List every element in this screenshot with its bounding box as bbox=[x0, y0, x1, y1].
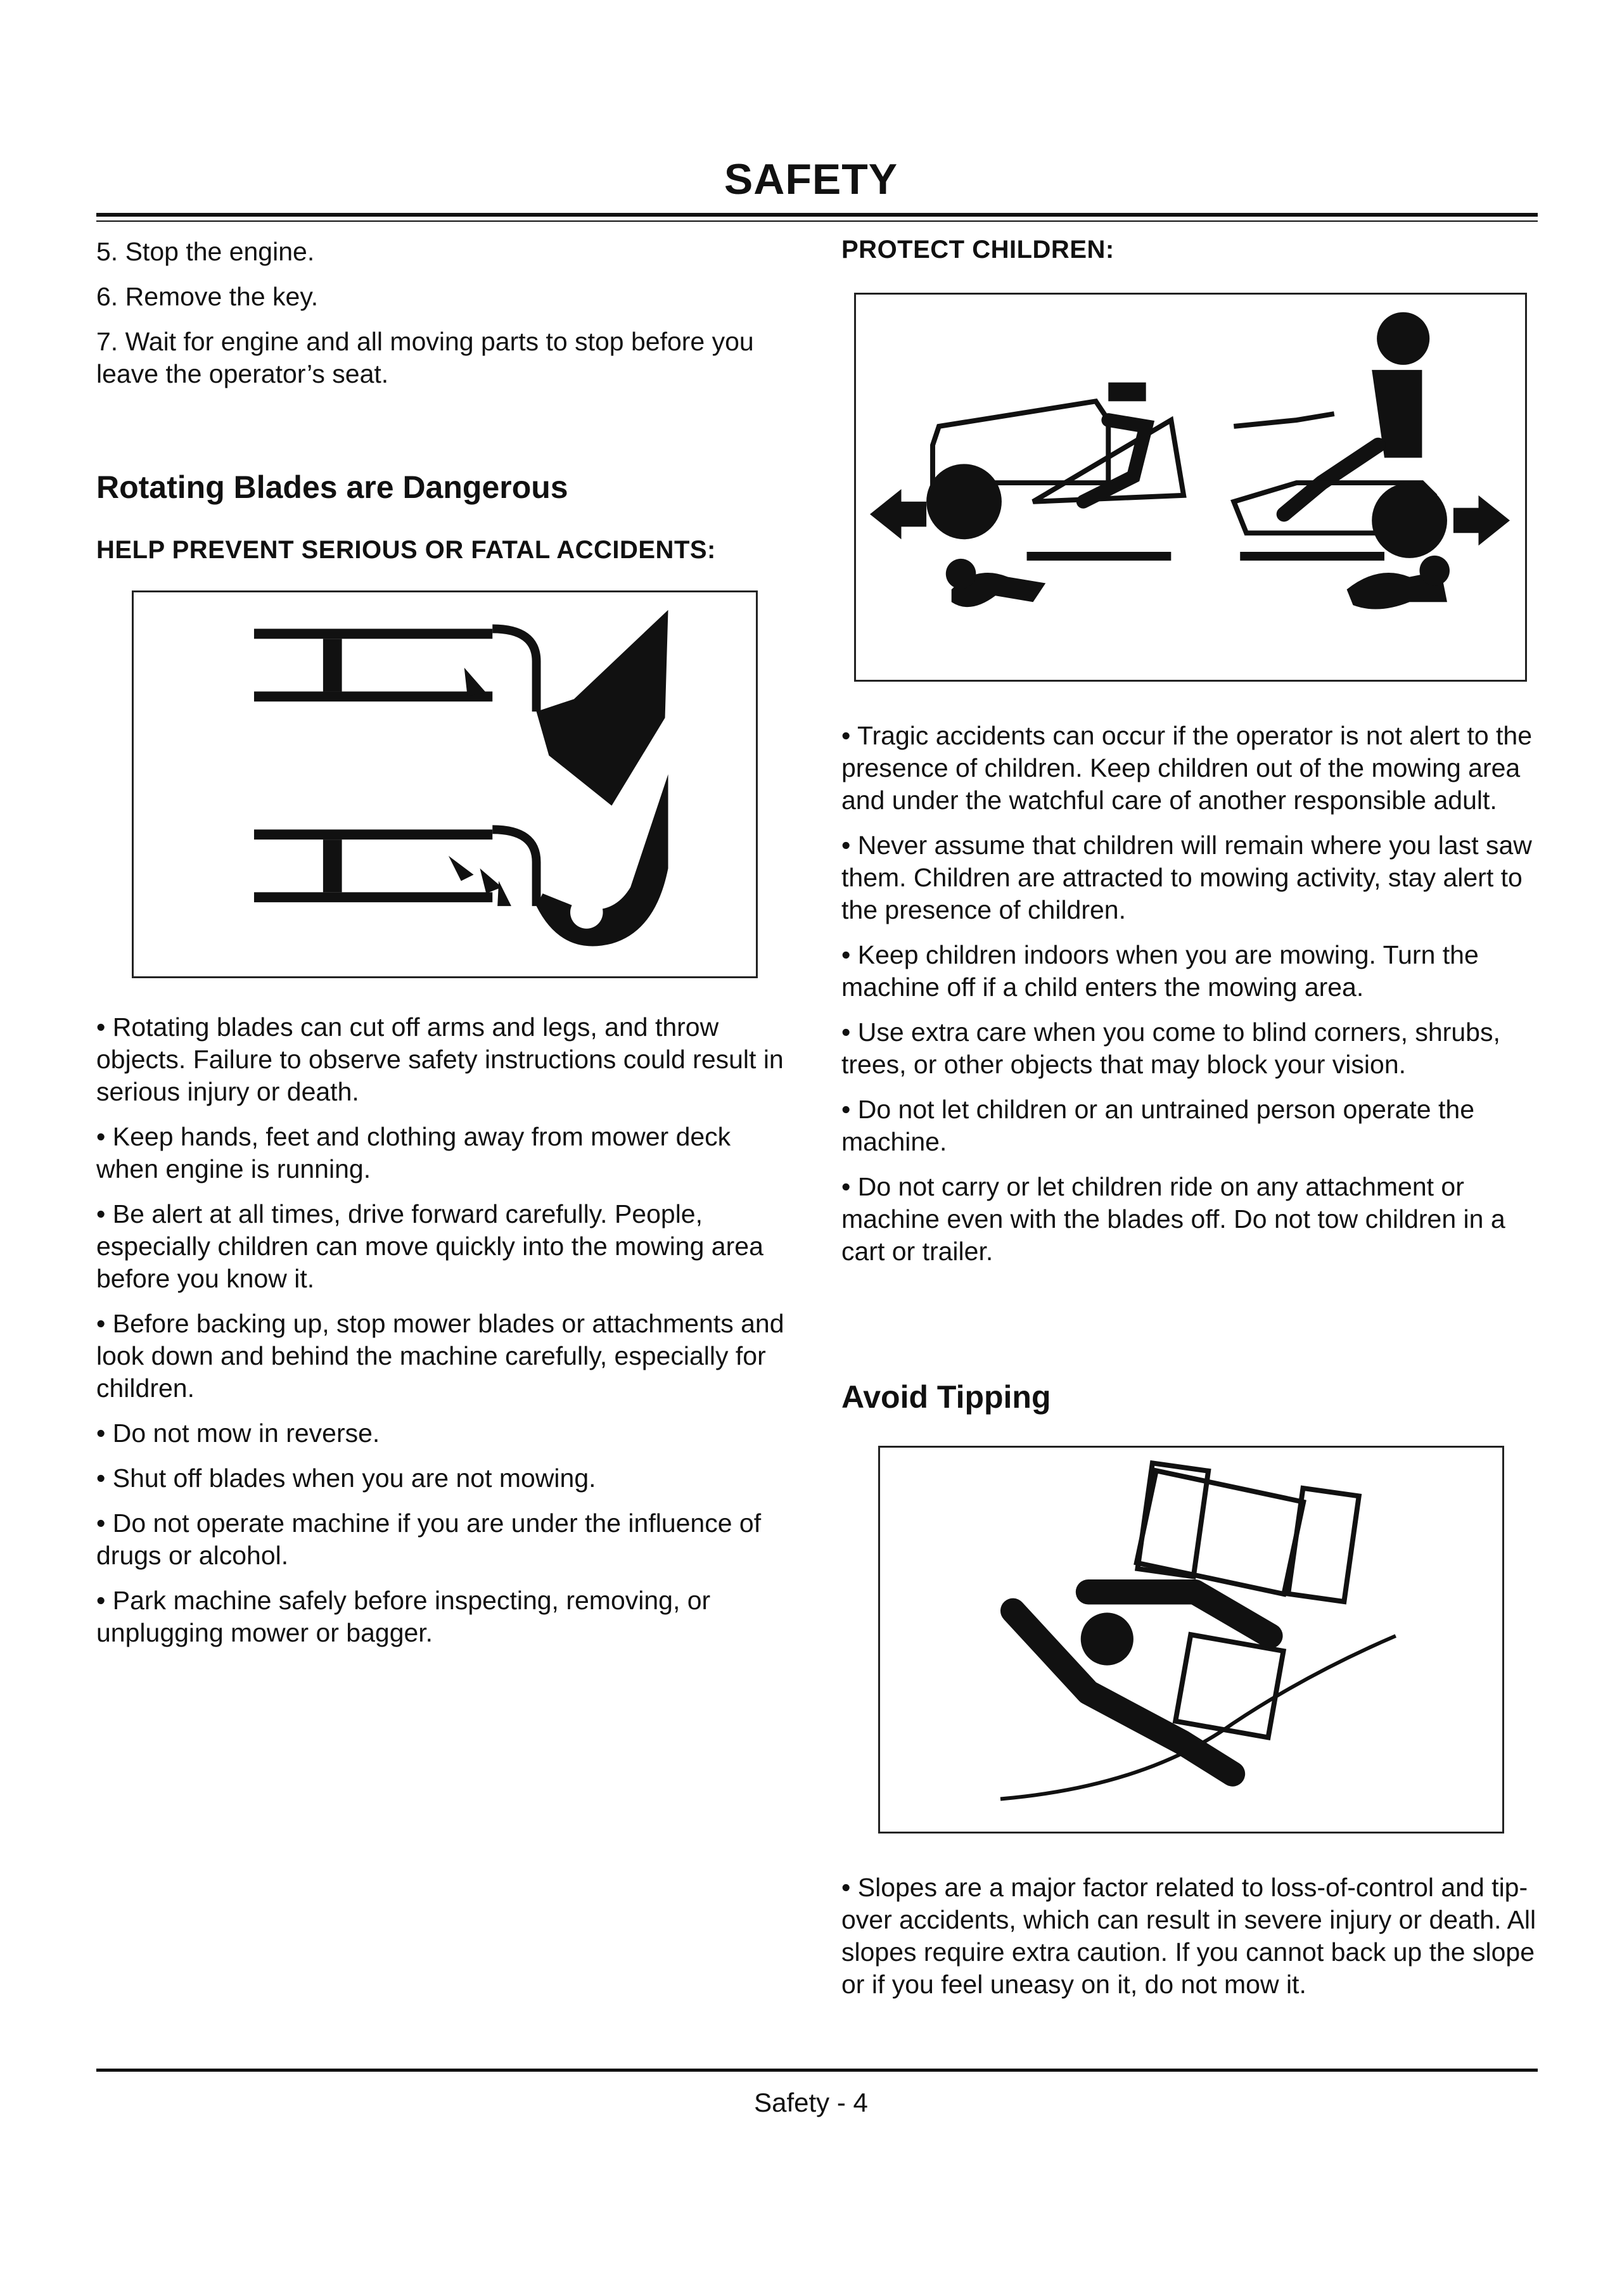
footer-rule bbox=[96, 2069, 1538, 2072]
deck-top-plate-lower bbox=[254, 829, 492, 839]
left-operator-legs bbox=[1083, 420, 1146, 502]
blade-hazard-drawing bbox=[134, 592, 756, 976]
left-tractor-seat bbox=[1108, 383, 1146, 402]
left-tractor-front-wheel bbox=[926, 464, 1002, 539]
list-item: • Tragic accidents can occur if the operator is not alert to the presence of children. Keep children out of the mowing area and under the watchful care of another responsible adult. bbox=[841, 721, 1533, 815]
blade-tip bbox=[464, 668, 487, 696]
step-item: 5. Stop the engine. bbox=[96, 237, 315, 266]
left-mower-deck bbox=[1027, 552, 1172, 561]
deck-edge bbox=[492, 628, 536, 711]
protect-children-bullets bbox=[841, 720, 1538, 1280]
blade-spindle-lower bbox=[323, 839, 342, 892]
children-near-mower-hazard-icon bbox=[854, 293, 1527, 682]
arrow-left-icon bbox=[870, 489, 926, 539]
tractor-right-wheel bbox=[1288, 1488, 1359, 1602]
right-operator-head bbox=[1377, 312, 1429, 365]
list-item: • Park machine safely before inspecting, removing, or unplugging mower or bagger. bbox=[96, 1586, 711, 1647]
hand-silhouette-upper bbox=[537, 610, 668, 806]
step-item: 7. Wait for engine and all moving parts to stop before you leave the operator’s seat. bbox=[96, 327, 754, 388]
rotating-blades-heading: Rotating Blades are Dangerous bbox=[96, 469, 568, 505]
rotating-blades-subheading: HELP PREVENT SERIOUS OR FATAL ACCIDENTS: bbox=[96, 536, 716, 564]
tractor-tipping-hazard-icon bbox=[878, 1446, 1504, 1834]
children-hazard-drawing bbox=[856, 295, 1525, 680]
hand-silhouette-lower bbox=[537, 774, 668, 946]
blade-spindle bbox=[323, 639, 342, 691]
right-child-head bbox=[1419, 556, 1450, 586]
falling-operator-silhouette bbox=[1013, 1592, 1270, 1774]
list-item: • Keep hands, feet and clothing away from mower deck when engine is running. bbox=[96, 1122, 731, 1183]
right-operator-legs bbox=[1284, 445, 1379, 514]
avoid-tipping-heading: Avoid Tipping bbox=[841, 1379, 1051, 1415]
deck-base-plate-lower bbox=[254, 892, 492, 902]
page-title: SAFETY bbox=[724, 155, 898, 203]
list-item: • Do not carry or let children ride on any attachment or machine even with the blades off. Do not tow children in a cart or trailer. bbox=[841, 1172, 1505, 1266]
deck-base-plate bbox=[254, 691, 492, 701]
list-item: • Slopes are a major factor related to loss-of-control and tip-over accidents, which can result in severe injury or death. All slopes require extra caution. If you cannot back up the slope or if you feel uneasy on it, do not mow it. bbox=[841, 1873, 1536, 1999]
list-item: • Do not mow in reverse. bbox=[96, 1419, 380, 1448]
tractor-seat-outline bbox=[1175, 1635, 1283, 1737]
list-item: • Be alert at all times, drive forward carefully. People, especially children can move quickly into the mowing area before you know it. bbox=[96, 1199, 763, 1293]
rotating-blades-bullets bbox=[96, 1011, 793, 1662]
step-item: 6. Remove the key. bbox=[96, 282, 319, 311]
tipping-hazard-drawing bbox=[880, 1448, 1502, 1832]
avoid-tipping-bullets bbox=[841, 1872, 1538, 2013]
page-footer: Safety - 4 bbox=[754, 2088, 868, 2117]
shutdown-steps bbox=[96, 236, 793, 403]
list-item: • Keep children indoors when you are mowing. Turn the machine off if a child enters the mowing area. bbox=[841, 940, 1479, 1002]
arrow-right-icon bbox=[1453, 495, 1510, 545]
right-tractor-steering bbox=[1234, 414, 1334, 426]
list-item: • Shut off blades when you are not mowing. bbox=[96, 1464, 596, 1493]
header-rule-thick bbox=[96, 213, 1538, 217]
list-item: • Do not operate machine if you are under the influence of drugs or alcohol. bbox=[96, 1508, 762, 1570]
list-item: • Never assume that children will remain where you last saw them. Children are attracted to mowing activity, stay alert to the presence of children. bbox=[841, 831, 1532, 924]
operator-head bbox=[1081, 1612, 1133, 1665]
cut-mark bbox=[570, 896, 603, 928]
right-mower-deck bbox=[1240, 552, 1384, 561]
tractor-body-outline bbox=[1137, 1470, 1303, 1594]
right-tractor-rear-wheel bbox=[1372, 483, 1447, 558]
list-item: • Before backing up, stop mower blades or attachments and look down and behind the machine carefully, especially for children. bbox=[96, 1309, 784, 1403]
left-child-head bbox=[946, 559, 976, 589]
list-item: • Rotating blades can cut off arms and legs, and throw objects. Failure to observe safety instructions could result in serious injury or death. bbox=[96, 1012, 784, 1106]
deck-top-plate bbox=[254, 628, 492, 639]
list-item: • Use extra care when you come to blind corners, shrubs, trees, or other objects that may block your vision. bbox=[841, 1017, 1500, 1079]
header-rule-thin bbox=[96, 220, 1538, 222]
list-item: • Do not let children or an untrained person operate the machine. bbox=[841, 1095, 1474, 1156]
rotating-blade-hand-hazard-icon bbox=[132, 590, 758, 978]
protect-children-heading: PROTECT CHILDREN: bbox=[841, 236, 1114, 264]
